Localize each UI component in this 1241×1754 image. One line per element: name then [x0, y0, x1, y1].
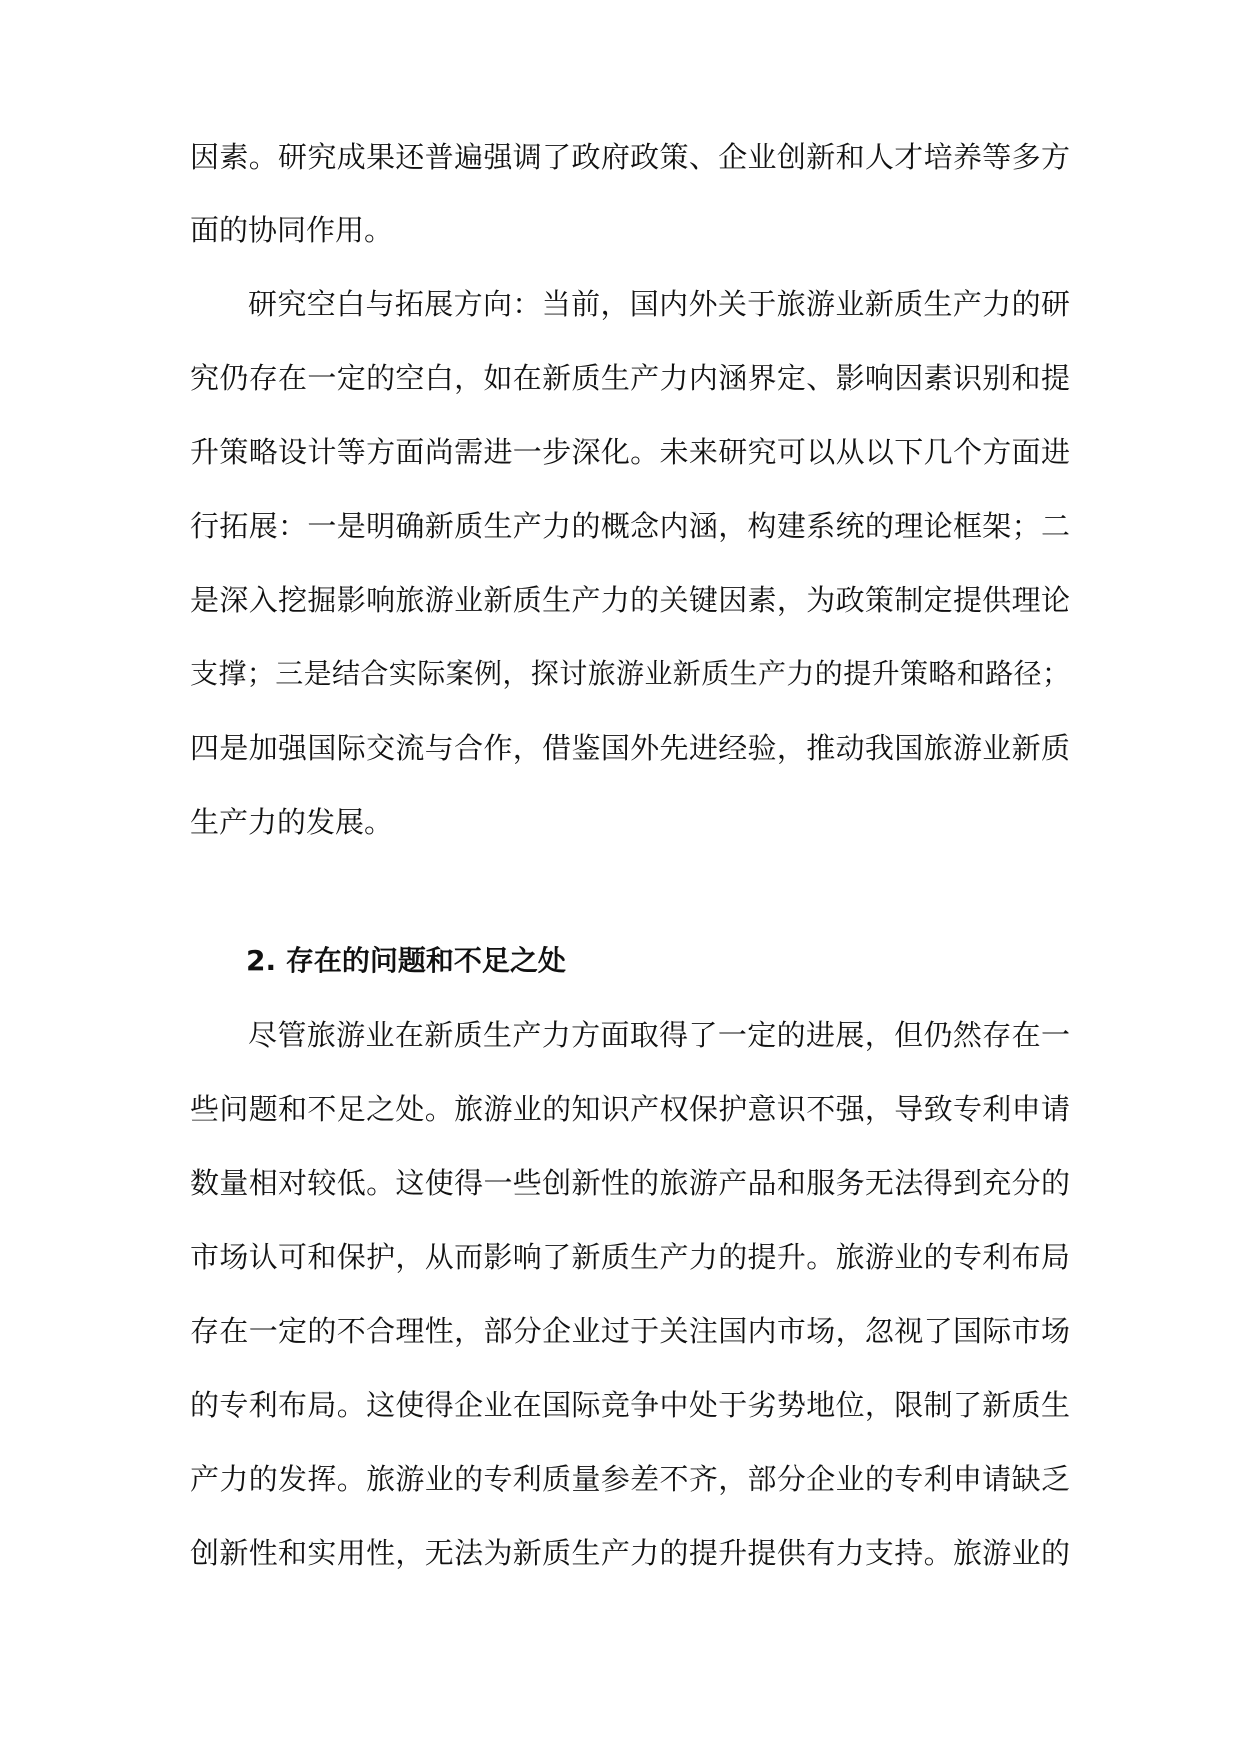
paragraph-2-line-1: 研究空白与拓展方向：当前，国内外关于旅游业新质生产力的研 [248, 287, 1070, 321]
paragraph-3-line-7: 产力的发挥。旅游业的专利质量参差不齐，部分企业的专利申请缺乏 [190, 1462, 1070, 1496]
paragraph-3-line-6: 的专利布局。这使得企业在国际竞争中处于劣势地位，限制了新质生 [190, 1388, 1070, 1422]
paragraph-1-line-2: 面的协同作用。 [190, 213, 394, 247]
paragraph-1-line-1: 因素。研究成果还普遍强调了政府政策、企业创新和人才培养等多方 [190, 140, 1070, 174]
paragraph-2-line-8: 生产力的发展。 [190, 805, 394, 839]
paragraph-2-line-7: 四是加强国际交流与合作，借鉴国外先进经验，推动我国旅游业新质 [190, 731, 1070, 765]
section-heading: 2. 存在的问题和不足之处 [246, 944, 566, 977]
paragraph-3-line-2: 些问题和不足之处。旅游业的知识产权保护意识不强，导致专利申请 [190, 1092, 1070, 1126]
paragraph-3-line-8: 创新性和实用性，无法为新质生产力的提升提供有力支持。旅游业的 [190, 1536, 1070, 1570]
paragraph-3-line-4: 市场认可和保护，从而影响了新质生产力的提升。旅游业的专利布局 [190, 1240, 1070, 1274]
paragraph-2-line-5: 是深入挖掘影响旅游业新质生产力的关键因素，为政策制定提供理论 [190, 583, 1070, 617]
paragraph-2-line-3: 升策略设计等方面尚需进一步深化。未来研究可以从以下几个方面进 [190, 435, 1070, 469]
paragraph-2-line-6: 支撑；三是结合实际案例，探讨旅游业新质生产力的提升策略和路径； [190, 657, 1070, 690]
paragraph-3-line-5: 存在一定的不合理性，部分企业过于关注国内市场，忽视了国际市场 [190, 1314, 1070, 1348]
paragraph-3-line-1: 尽管旅游业在新质生产力方面取得了一定的进展，但仍然存在一 [248, 1018, 1070, 1052]
paragraph-3-line-3: 数量相对较低。这使得一些创新性的旅游产品和服务无法得到充分的 [190, 1166, 1070, 1200]
paragraph-2-line-2: 究仍存在一定的空白，如在新质生产力内涵界定、影响因素识别和提 [190, 361, 1070, 395]
paragraph-2-line-4: 行拓展：一是明确新质生产力的概念内涵，构建系统的理论框架；二 [190, 509, 1070, 543]
